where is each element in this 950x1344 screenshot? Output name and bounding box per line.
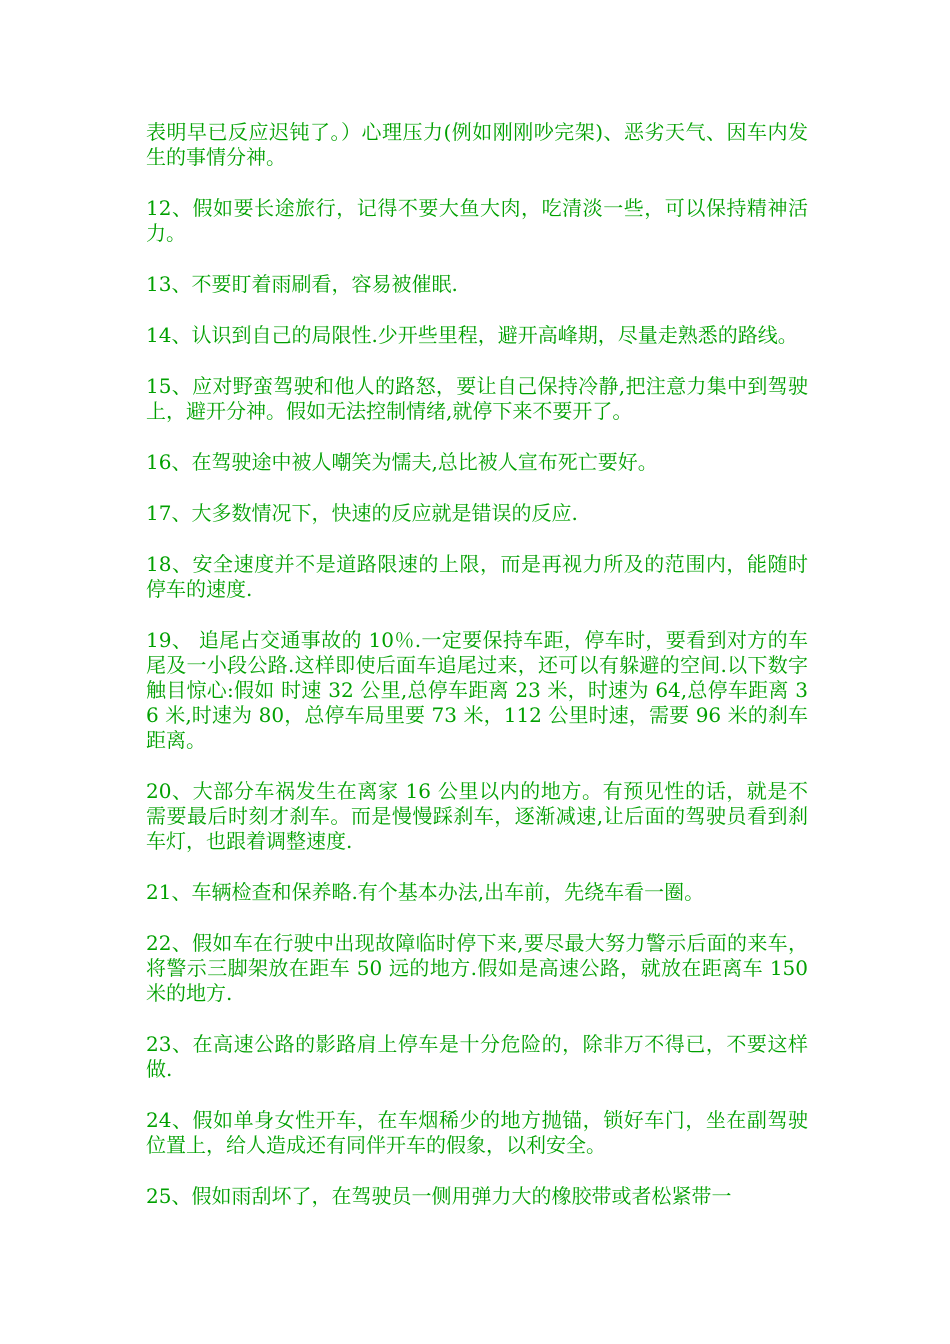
paragraph-tip-18: 18、安全速度并不是道路限速的上限，而是再视力所及的范围内，能随时停车的速度. (146, 552, 808, 601)
paragraph-tip-12: 12、假如要长途旅行，记得不要大鱼大肉，吃清淡一些，可以保持精神活力。 (146, 196, 808, 245)
paragraph-tip-16: 16、在驾驶途中被人嘲笑为懦夫,总比被人宣布死亡要好。 (146, 450, 658, 474)
paragraph-tip-13: 13、不要盯着雨刷看，容易被催眠. (146, 272, 458, 296)
document-body (146, 120, 808, 1235)
paragraph-tip-21: 21、车辆检查和保养略.有个基本办法,出车前，先绕车看一圈。 (146, 880, 705, 904)
paragraph-tip-24: 24、假如单身女性开车，在车烟稀少的地方抛锚，锁好车门，坐在副驾驶位置上，给人造成还有同伴开车的假象，以利安全。 (146, 1108, 808, 1157)
paragraph-tip-20: 20、大部分车祸发生在离家 16 公里以内的地方。有预见性的话，就是不需要最后时刻才刹车。而是慢慢踩刹车，逐渐减速,让后面的驾驶员看到刹车灯，也跟着调整速度. (146, 779, 808, 853)
paragraph-tip-15: 15、应对野蛮驾驶和他人的路怒，要让自己保持冷静,把注意力集中到驾驶上，避开分神。假如无法控制情绪,就停下来不要开了。 (146, 374, 808, 423)
paragraph-tip-14: 14、认识到自己的局限性.少开些里程，避开高峰期，尽量走熟悉的路线。 (146, 323, 798, 347)
paragraph-tip-25: 25、假如雨刮坏了，在驾驶员一侧用弹力大的橡胶带或者松紧带一 (146, 1184, 732, 1208)
paragraph-tip-17: 17、大多数情况下，快速的反应就是错误的反应. (146, 501, 578, 525)
paragraph-tip-19: 19、 追尾占交通事故的 10％.一定要保持车距，停车时，要看到对方的车尾及一小段公路.这样即使后面车追尾过来，还可以有躲避的空间.以下数字触目惊心:假如 时速 32 公里,总停车距离 23 米，时速为 64,总停车距离 36 米,时速为 80，总停车局里要 73 米，112 公里时速，需要 96 米的刹车距离。 (146, 628, 808, 752)
paragraph-tip-23: 23、在高速公路的影路肩上停车是十分危险的，除非万不得已，不要这样做. (146, 1032, 808, 1081)
paragraph-tip-22: 22、假如车在行驶中出现故障临时停下来,要尽最大努力警示后面的来车，将警示三脚架放在距车 50 远的地方.假如是高速公路，就放在距离车 150 米的地方. (146, 931, 808, 1005)
paragraph-continuation: 表明早已反应迟钝了。）心理压力(例如刚刚吵完架)、恶劣天气、因车内发生的事情分神。 (146, 120, 808, 169)
